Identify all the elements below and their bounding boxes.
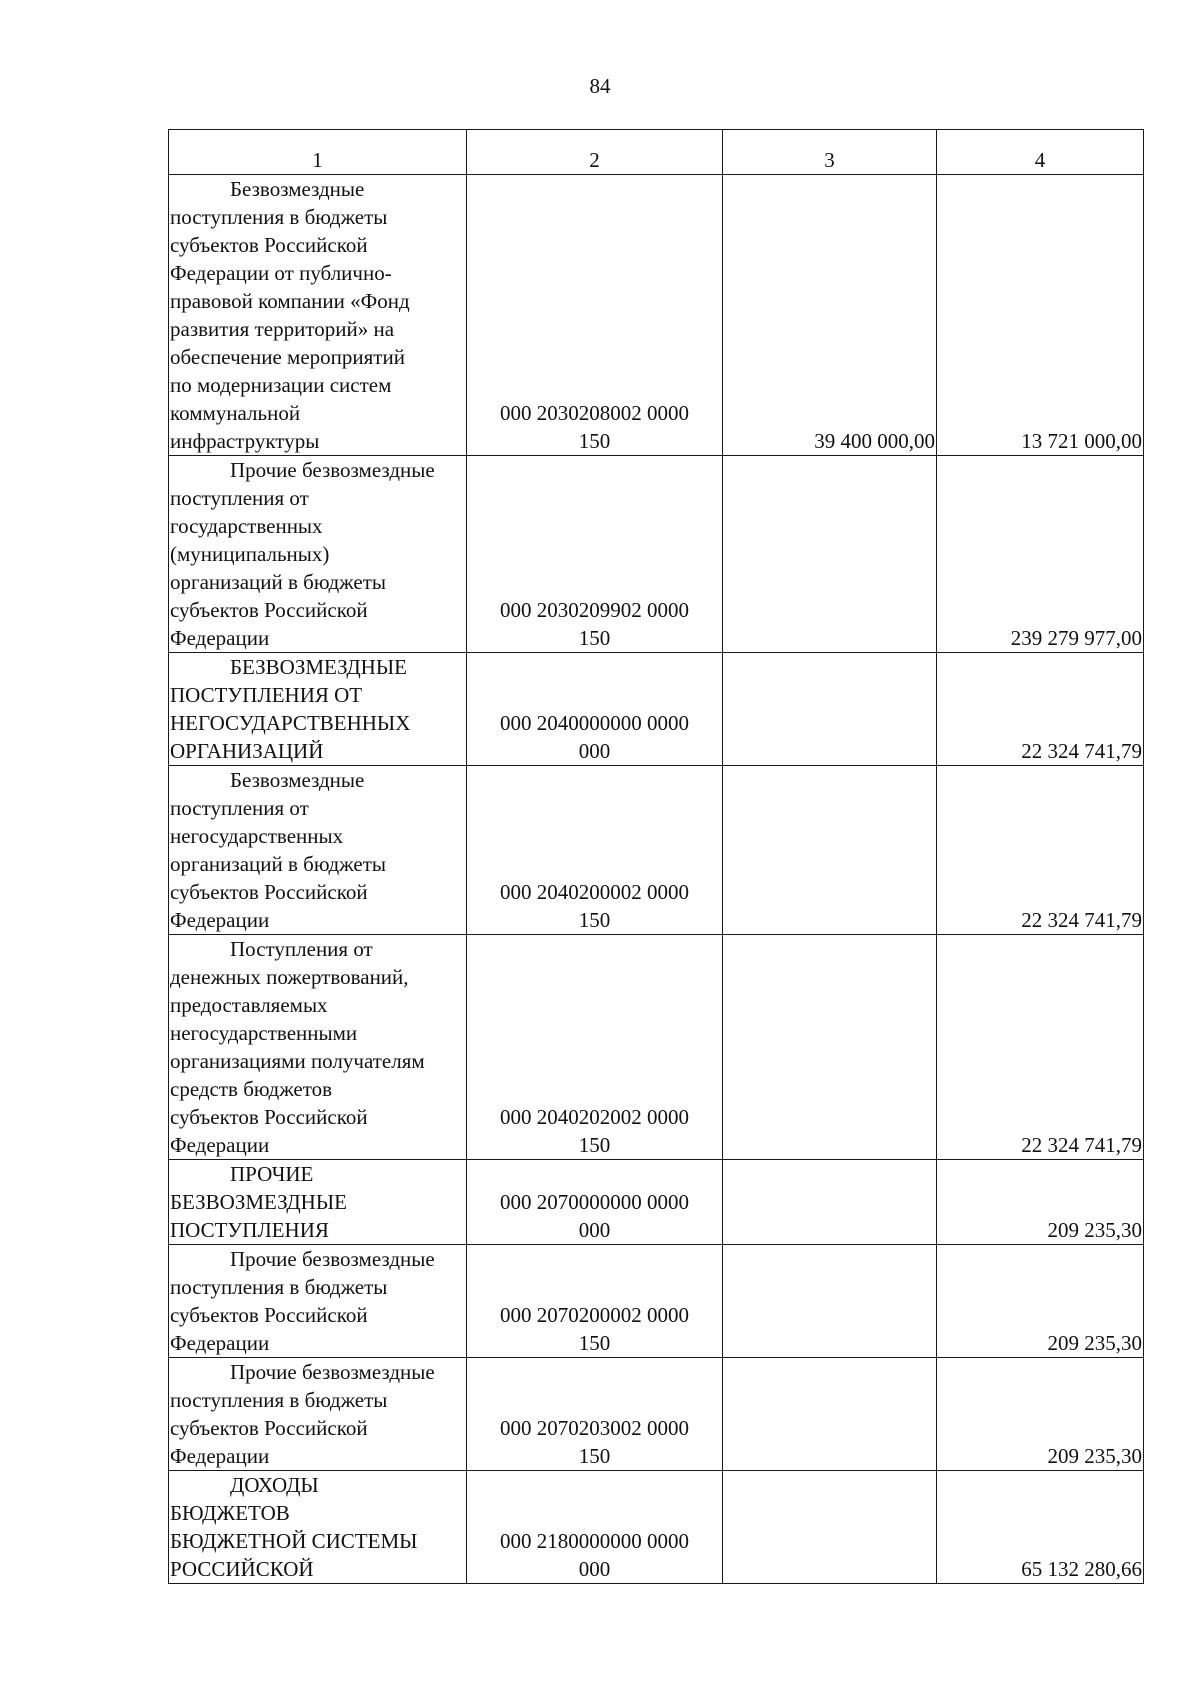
revenue-name-line: организаций в бюджеты — [170, 570, 386, 594]
amount-col4-cell: 22 324 741,79 — [937, 653, 1144, 766]
revenue-name-line: Федерации от публично- — [170, 261, 392, 285]
revenue-name-line: негосударственных — [170, 824, 344, 848]
revenue-name-line: средств бюджетов — [170, 1077, 333, 1101]
table-row — [169, 766, 1144, 935]
table-row — [169, 653, 1144, 766]
revenue-name-line: Федерации — [170, 1331, 270, 1355]
revenue-name-line: ОРГАНИЗАЦИЙ — [170, 739, 324, 763]
revenue-name-cell — [169, 766, 467, 935]
amount-col4-cell: 13 721 000,00 — [937, 175, 1144, 456]
budget-code-cell — [467, 935, 723, 1160]
revenue-name-line: организациями получателям — [170, 1049, 425, 1073]
revenue-name-line: обеспечение мероприятий — [170, 345, 405, 369]
revenue-name-line: организаций в бюджеты — [170, 852, 386, 876]
revenue-name-line: поступления в бюджеты — [170, 1388, 388, 1412]
amount-col3-cell — [723, 1471, 937, 1584]
revenue-name-line: Федерации — [170, 626, 270, 650]
budget-code-line: 000 2070000000 0000 — [500, 1190, 689, 1214]
amount-col4-cell: 22 324 741,79 — [937, 935, 1144, 1160]
amount-col4-cell: 65 132 280,66 — [937, 1471, 1144, 1584]
revenue-name-line: поступления от — [170, 486, 309, 510]
revenue-name-line: субъектов Российской — [170, 1105, 368, 1129]
budget-code-cell — [467, 653, 723, 766]
budget-code-line: 150 — [578, 1331, 611, 1355]
revenue-name-line: БЕЗВОЗМЕЗДНЫЕ — [170, 1190, 347, 1214]
budget-code-line: 000 2070200002 0000 — [500, 1303, 689, 1327]
revenue-name-line: Федерации — [170, 908, 270, 932]
table-row — [169, 175, 1144, 456]
budget-code-line: 150 — [578, 908, 611, 932]
budget-revenue-table — [168, 129, 1144, 1584]
budget-code-cell — [467, 1160, 723, 1245]
revenue-name-line: по модернизации систем — [170, 373, 392, 397]
table-row — [169, 456, 1144, 653]
revenue-name-cell — [169, 653, 467, 766]
revenue-name-line: НЕГОСУДАРСТВЕННЫХ — [170, 711, 411, 735]
column-header-3: 3 — [723, 130, 937, 175]
revenue-name-line: ПРОЧИЕ — [230, 1162, 314, 1186]
budget-code-line: 150 — [578, 429, 611, 453]
amount-col4-cell: 209 235,30 — [937, 1245, 1144, 1358]
budget-code-line: 000 2180000000 0000 — [500, 1529, 689, 1553]
table-body — [169, 175, 1144, 1584]
revenue-name-line: ПОСТУПЛЕНИЯ — [170, 1218, 329, 1242]
revenue-name-line: негосударственными — [170, 1021, 358, 1045]
revenue-name-line: БЕЗВОЗМЕЗДНЫЕ — [230, 655, 407, 679]
revenue-name-line: Федерации — [170, 1444, 270, 1468]
revenue-name-line: ДОХОДЫ — [230, 1473, 319, 1497]
revenue-name-line: Прочие безвозмездные — [230, 458, 435, 482]
revenue-name-line: коммунальной — [170, 401, 301, 425]
column-header-2: 2 — [467, 130, 723, 175]
amount-col3-cell — [723, 1160, 937, 1245]
budget-code-line: 000 2040200002 0000 — [500, 880, 689, 904]
revenue-name-line: поступления в бюджеты — [170, 205, 388, 229]
budget-code-cell — [467, 1245, 723, 1358]
revenue-name-line: субъектов Российской — [170, 1303, 368, 1327]
revenue-name-line: денежных пожертвований, — [170, 965, 409, 989]
budget-code-line: 150 — [578, 1444, 611, 1468]
table-row — [169, 1245, 1144, 1358]
revenue-name-line: поступления в бюджеты — [170, 1275, 388, 1299]
table-header-row — [169, 130, 1144, 175]
budget-code-line: 150 — [578, 1133, 611, 1157]
revenue-name-cell — [169, 1160, 467, 1245]
amount-col4-cell: 239 279 977,00 — [937, 456, 1144, 653]
revenue-name-line: БЮДЖЕТОВ — [170, 1501, 290, 1525]
revenue-name-cell — [169, 1471, 467, 1584]
page-number: 84 — [589, 74, 611, 98]
budget-code-line: 000 2040202002 0000 — [500, 1105, 689, 1129]
revenue-name-cell — [169, 935, 467, 1160]
revenue-name-line: БЮДЖЕТНОЙ СИСТЕМЫ — [170, 1529, 418, 1553]
budget-code-line: 000 — [578, 1557, 611, 1581]
revenue-name-line: государственных — [170, 514, 323, 538]
revenue-name-line: инфраструктуры — [170, 429, 320, 453]
amount-col4-cell: 209 235,30 — [937, 1358, 1144, 1471]
budget-code-line: 000 — [578, 739, 611, 763]
revenue-name-line: поступления от — [170, 796, 309, 820]
revenue-name-line: развития территорий» на — [170, 317, 395, 341]
revenue-name-line: РОССИЙСКОЙ — [170, 1557, 314, 1581]
revenue-name-line: предоставляемых — [170, 993, 328, 1017]
budget-code-line: 000 2070203002 0000 — [500, 1416, 689, 1440]
budget-code-cell — [467, 1358, 723, 1471]
revenue-name-line: Федерации — [170, 1133, 270, 1157]
column-header-4: 4 — [937, 130, 1144, 175]
budget-code-cell — [467, 456, 723, 653]
budget-code-line: 000 2030209902 0000 — [500, 598, 689, 622]
budget-code-cell — [467, 766, 723, 935]
table-row — [169, 1358, 1144, 1471]
revenue-name-line: ПОСТУПЛЕНИЯ ОТ — [170, 683, 363, 707]
amount-col4-cell: 22 324 741,79 — [937, 766, 1144, 935]
table-row — [169, 1160, 1144, 1245]
budget-code-line: 000 — [578, 1218, 611, 1242]
revenue-name-line: правовой компании «Фонд — [170, 289, 410, 313]
amount-col4-cell: 209 235,30 — [937, 1160, 1144, 1245]
budget-code-line: 000 2030208002 0000 — [500, 401, 689, 425]
revenue-name-cell — [169, 1245, 467, 1358]
revenue-name-line: Прочие безвозмездные — [230, 1360, 435, 1384]
amount-col3-cell — [723, 1245, 937, 1358]
table-row — [169, 1471, 1144, 1584]
budget-code-cell — [467, 1471, 723, 1584]
revenue-name-cell — [169, 1358, 467, 1471]
table-row — [169, 935, 1144, 1160]
revenue-name-line: субъектов Российской — [170, 1416, 368, 1440]
revenue-name-line: субъектов Российской — [170, 880, 368, 904]
amount-col3-cell — [723, 456, 937, 653]
revenue-name-line: Поступления от — [230, 937, 373, 961]
revenue-name-line: Безвозмездные — [230, 768, 365, 792]
amount-col3-cell — [723, 653, 937, 766]
revenue-name-cell — [169, 456, 467, 653]
revenue-name-cell — [169, 175, 467, 456]
revenue-name-line: (муниципальных) — [170, 542, 330, 566]
amount-col3-cell: 39 400 000,00 — [723, 175, 937, 456]
revenue-name-line: субъектов Российской — [170, 233, 368, 257]
amount-col3-cell — [723, 1358, 937, 1471]
column-header-1: 1 — [169, 130, 467, 175]
budget-code-cell — [467, 175, 723, 456]
revenue-name-line: Безвозмездные — [230, 177, 365, 201]
amount-col3-cell — [723, 766, 937, 935]
revenue-name-line: Прочие безвозмездные — [230, 1247, 435, 1271]
amount-col3-cell — [723, 935, 937, 1160]
budget-code-line: 150 — [578, 626, 611, 650]
budget-code-line: 000 2040000000 0000 — [500, 711, 689, 735]
revenue-name-line: субъектов Российской — [170, 598, 368, 622]
